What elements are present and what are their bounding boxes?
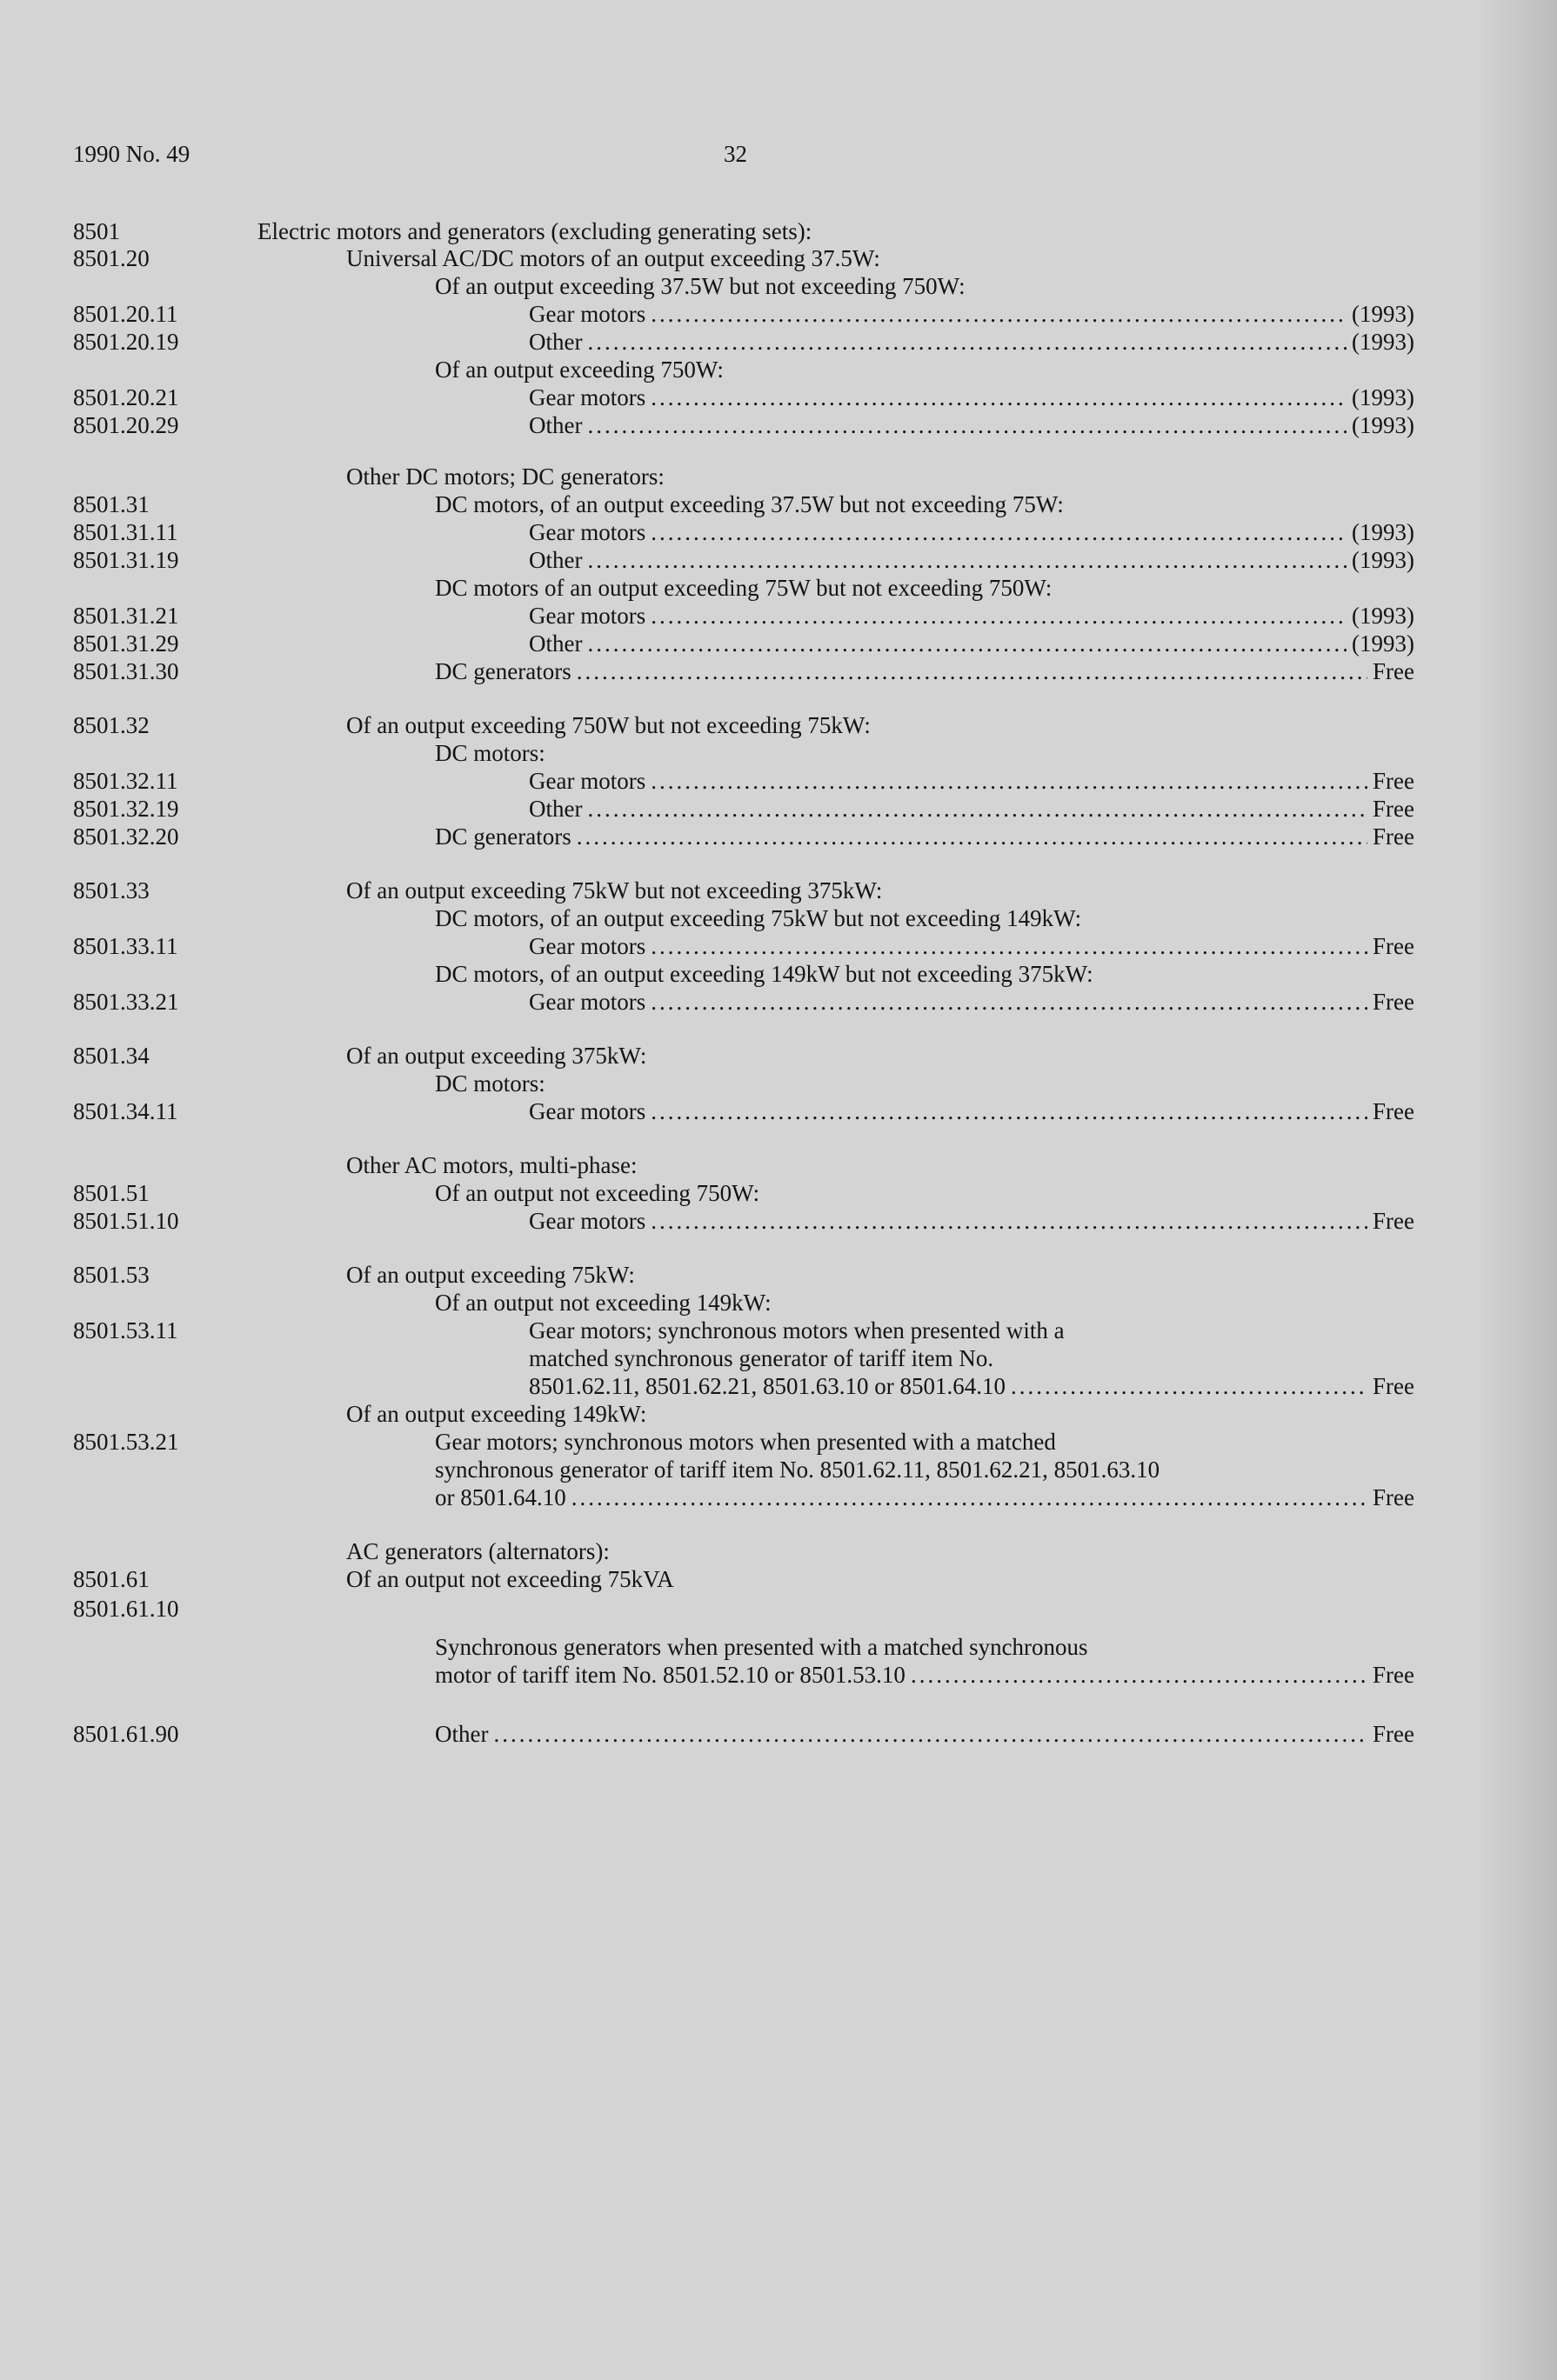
tariff-row [0, 1259, 1557, 1290]
tariff-rate: Free [1373, 796, 1414, 822]
description-text: Other DC motors; DC generators: [346, 463, 665, 490]
tariff-description [435, 903, 1081, 934]
dot-leader [493, 1718, 1367, 1750]
tariff-code: 8501.53.21 [73, 1429, 179, 1455]
tariff-code: 8501.20 [73, 245, 150, 271]
description-text: Of an output exceeding 37.5W but not exceeding 750W: [435, 273, 966, 299]
description-text: Universal AC/DC motors of an output exceeding 37.5W: [346, 245, 880, 271]
dot-leader [587, 793, 1367, 824]
description-text: Other AC motors, multi-phase: [346, 1152, 638, 1178]
dot-leader [587, 410, 1347, 441]
description-text: DC generators [435, 823, 571, 850]
tariff-description [435, 1482, 1414, 1513]
tariff-description [435, 1068, 545, 1099]
tariff-code: 8501.32.11 [73, 768, 178, 794]
gazette-reference: 1990 No. 49 [73, 141, 190, 167]
tariff-code: 8501 [73, 218, 120, 244]
dot-leader [651, 1205, 1367, 1237]
tariff-rate: (1993) [1352, 384, 1414, 410]
tariff-row [0, 326, 1557, 357]
tariff-row [0, 1150, 1557, 1181]
tariff-row [0, 1315, 1557, 1346]
description-text: DC motors of an output exceeding 75W but not exceeding 750W: [435, 575, 1052, 601]
tariff-row [0, 1593, 1557, 1624]
tariff-description [346, 1259, 635, 1290]
dot-leader [587, 544, 1347, 576]
dot-leader [651, 986, 1367, 1017]
description-text: Gear motors [529, 1208, 646, 1234]
tariff-description [529, 1343, 993, 1374]
tariff-rate: (1993) [1352, 412, 1414, 438]
tariff-description [346, 1536, 610, 1567]
tariff-row [0, 821, 1557, 852]
tariff-description [435, 1177, 759, 1209]
tariff-row [0, 489, 1557, 520]
tariff-code: 8501.32.20 [73, 823, 179, 850]
tariff-description [529, 1205, 1414, 1237]
description-text: Of an output exceeding 750W: [435, 357, 724, 383]
description-text: DC motors, of an output exceeding 149kW but not exceeding 375kW: [435, 961, 1093, 987]
tariff-code: 8501.53 [73, 1262, 150, 1288]
description-text: Gear motors [529, 933, 646, 959]
dot-leader [651, 298, 1347, 330]
tariff-description [435, 1426, 1056, 1457]
tariff-description [529, 544, 1414, 576]
tariff-description [346, 243, 880, 274]
tariff-rate: Free [1373, 1721, 1414, 1747]
tariff-code: 8501.31.11 [73, 519, 178, 545]
tariff-description [435, 572, 1052, 603]
tariff-description [529, 517, 1414, 548]
tariff-row [0, 986, 1557, 1017]
tariff-description [529, 793, 1414, 824]
tariff-row [0, 793, 1557, 824]
tariff-row [0, 544, 1557, 576]
dot-leader [651, 1096, 1367, 1127]
tariff-row [0, 1659, 1557, 1690]
tariff-description [435, 1631, 1088, 1663]
description-text: Of an output not exceeding 149kW: [435, 1290, 772, 1316]
page-number: 32 [724, 141, 747, 167]
tariff-description [346, 710, 871, 741]
tariff-row [0, 737, 1557, 769]
tariff-row [0, 628, 1557, 659]
tariff-row [0, 270, 1557, 302]
description-text: or 8501.64.10 [435, 1484, 566, 1510]
tariff-rate: (1993) [1352, 329, 1414, 355]
tariff-description [435, 354, 724, 385]
tariff-description [529, 600, 1414, 631]
description-text: Other [529, 630, 583, 657]
tariff-row [0, 517, 1557, 548]
tariff-code: 8501.20.19 [73, 329, 179, 355]
tariff-description [435, 270, 966, 302]
description-text: Other [435, 1721, 489, 1747]
description-text: Synchronous generators when presented with a matched synchronous [435, 1634, 1088, 1660]
tariff-description [435, 656, 1414, 687]
dot-leader [587, 326, 1347, 357]
tariff-rate: (1993) [1352, 547, 1414, 573]
tariff-rate: Free [1373, 823, 1414, 850]
tariff-code: 8501.20.29 [73, 412, 179, 438]
tariff-row [0, 1718, 1557, 1750]
tariff-code: 8501.33.21 [73, 989, 179, 1015]
tariff-rate: Free [1373, 1484, 1414, 1510]
tariff-description [529, 382, 1414, 413]
tariff-row [0, 656, 1557, 687]
tariff-row [0, 354, 1557, 385]
description-text: Other [529, 796, 583, 822]
tariff-code: 8501.31.30 [73, 658, 179, 684]
dot-leader [571, 1482, 1367, 1513]
tariff-description [529, 765, 1414, 797]
tariff-row [0, 875, 1557, 906]
tariff-rate: Free [1373, 933, 1414, 959]
description-text: Electric motors and generators (excluding generating sets): [257, 218, 812, 244]
tariff-code: 8501.51 [73, 1180, 150, 1206]
tariff-row [0, 930, 1557, 962]
dot-leader [651, 600, 1347, 631]
tariff-description [529, 628, 1414, 659]
tariff-description [435, 1287, 772, 1318]
tariff-description [435, 821, 1414, 852]
tariff-code: 8501.31.29 [73, 630, 179, 657]
description-text: Gear motors [529, 384, 646, 410]
tariff-row [0, 1177, 1557, 1209]
tariff-row [0, 958, 1557, 990]
tariff-description [346, 1398, 646, 1430]
tariff-row [0, 243, 1557, 274]
dot-leader [587, 628, 1347, 659]
dot-leader [1011, 1370, 1367, 1402]
description-text: Gear motors [529, 301, 646, 327]
description-text: DC motors, of an output exceeding 75kW but not exceeding 149kW: [435, 905, 1082, 931]
tariff-row [0, 410, 1557, 441]
tariff-description [529, 1096, 1414, 1127]
description-text: Gear motors [529, 1098, 646, 1124]
tariff-description [435, 1454, 1159, 1485]
tariff-code: 8501.31.19 [73, 547, 179, 573]
tariff-row [0, 1068, 1557, 1099]
tariff-row [0, 1563, 1557, 1595]
tariff-rate: Free [1373, 1373, 1414, 1399]
tariff-code: 8501.20.11 [73, 301, 178, 327]
tariff-code: 8501.51.10 [73, 1208, 179, 1234]
tariff-row [0, 1631, 1557, 1663]
tariff-description [346, 461, 665, 492]
tariff-rate: Free [1373, 768, 1414, 794]
description-text: Gear motors; synchronous motors when presented with a matched [435, 1429, 1056, 1455]
tariff-row [0, 600, 1557, 631]
tariff-description [346, 875, 882, 906]
tariff-row [0, 1536, 1557, 1567]
tariff-row [0, 1205, 1557, 1237]
description-text: Gear motors [529, 768, 646, 794]
tariff-row [0, 461, 1557, 492]
tariff-code: 8501.32 [73, 712, 150, 738]
tariff-code: 8501.61.90 [73, 1721, 179, 1747]
tariff-description [529, 1370, 1414, 1402]
tariff-row [0, 1370, 1557, 1402]
description-text: Of an output exceeding 75kW: [346, 1262, 635, 1288]
description-text: Gear motors; synchronous motors when presented with a [529, 1317, 1065, 1343]
description-text: DC generators [435, 658, 571, 684]
tariff-code: 8501.33 [73, 877, 150, 903]
tariff-description [435, 1718, 1414, 1750]
tariff-row [0, 1398, 1557, 1430]
tariff-row [0, 765, 1557, 797]
tariff-code: 8501.20.21 [73, 384, 179, 410]
tariff-description [529, 1315, 1065, 1346]
description-text: motor of tariff item No. 8501.52.10 or 8501.53.10 [435, 1662, 905, 1688]
description-text: 8501.62.11, 8501.62.21, 8501.63.10 or 8501.64.10 [529, 1373, 1006, 1399]
description-text: Of an output exceeding 149kW: [346, 1401, 647, 1427]
tariff-description [529, 326, 1414, 357]
dot-leader [651, 930, 1367, 962]
tariff-description [529, 410, 1414, 441]
tariff-row [0, 1287, 1557, 1318]
tariff-description [529, 930, 1414, 962]
dot-leader [651, 382, 1347, 413]
tariff-description [346, 1040, 646, 1071]
description-text: DC motors: [435, 1070, 545, 1097]
dot-leader [651, 517, 1347, 548]
description-text: Of an output exceeding 75kW but not exceeding 375kW: [346, 877, 883, 903]
tariff-row [0, 572, 1557, 603]
tariff-row [0, 1343, 1557, 1374]
description-text: Other [529, 547, 583, 573]
tariff-row [0, 710, 1557, 741]
description-text: AC generators (alternators): [346, 1538, 610, 1564]
tariff-rate: Free [1373, 1098, 1414, 1124]
description-text: matched synchronous generator of tariff item No. [529, 1345, 994, 1371]
tariff-rate: Free [1373, 989, 1414, 1015]
description-text: DC motors, of an output exceeding 37.5W but not exceeding 75W: [435, 491, 1064, 517]
tariff-code: 8501.61.10 [73, 1596, 179, 1622]
tariff-row [0, 1096, 1557, 1127]
tariff-row [0, 1040, 1557, 1071]
tariff-rate: Free [1373, 1208, 1414, 1234]
tariff-code: 8501.53.11 [73, 1317, 178, 1343]
tariff-code: 8501.34.11 [73, 1098, 178, 1124]
tariff-row [0, 1454, 1557, 1485]
dot-leader [577, 821, 1367, 852]
dot-leader [911, 1659, 1367, 1690]
tariff-rate: (1993) [1352, 630, 1414, 657]
tariff-description [435, 489, 1064, 520]
description-text: Of an output exceeding 750W but not exceeding 75kW: [346, 712, 871, 738]
description-text: Gear motors [529, 989, 646, 1015]
tariff-row [0, 298, 1557, 330]
tariff-row [0, 903, 1557, 934]
tariff-code: 8501.31.21 [73, 603, 179, 629]
tariff-row [0, 382, 1557, 413]
tariff-code: 8501.31 [73, 491, 150, 517]
tariff-row [0, 1482, 1557, 1513]
description-text: Gear motors [529, 603, 646, 629]
dot-leader [577, 656, 1367, 687]
description-text: Of an output exceeding 375kW: [346, 1043, 647, 1069]
tariff-description [435, 1659, 1414, 1690]
tariff-rate: Free [1373, 1662, 1414, 1688]
description-text: Other [529, 329, 583, 355]
tariff-code: 8501.33.11 [73, 933, 178, 959]
tariff-rate: (1993) [1352, 603, 1414, 629]
tariff-description [435, 737, 545, 769]
tariff-rate: (1993) [1352, 519, 1414, 545]
description-text: Gear motors [529, 519, 646, 545]
description-text: DC motors: [435, 740, 545, 766]
tariff-description [529, 986, 1414, 1017]
tariff-description [346, 1150, 637, 1181]
description-text: Other [529, 412, 583, 438]
tariff-description [346, 1563, 674, 1595]
description-text: Of an output not exceeding 75kVA [346, 1566, 674, 1592]
tariff-description [435, 958, 1093, 990]
tariff-code: 8501.61 [73, 1566, 150, 1592]
tariff-code: 8501.34 [73, 1043, 150, 1069]
tariff-code: 8501.32.19 [73, 796, 179, 822]
description-text: Of an output not exceeding 750W: [435, 1180, 760, 1206]
tariff-row [0, 1426, 1557, 1457]
description-text: synchronous generator of tariff item No. 8501.62.11, 8501.62.21, 8501.63.10 [435, 1457, 1160, 1483]
tariff-description [529, 298, 1414, 330]
dot-leader [651, 765, 1367, 797]
tariff-rate: (1993) [1352, 301, 1414, 327]
tariff-rate: Free [1373, 658, 1414, 684]
